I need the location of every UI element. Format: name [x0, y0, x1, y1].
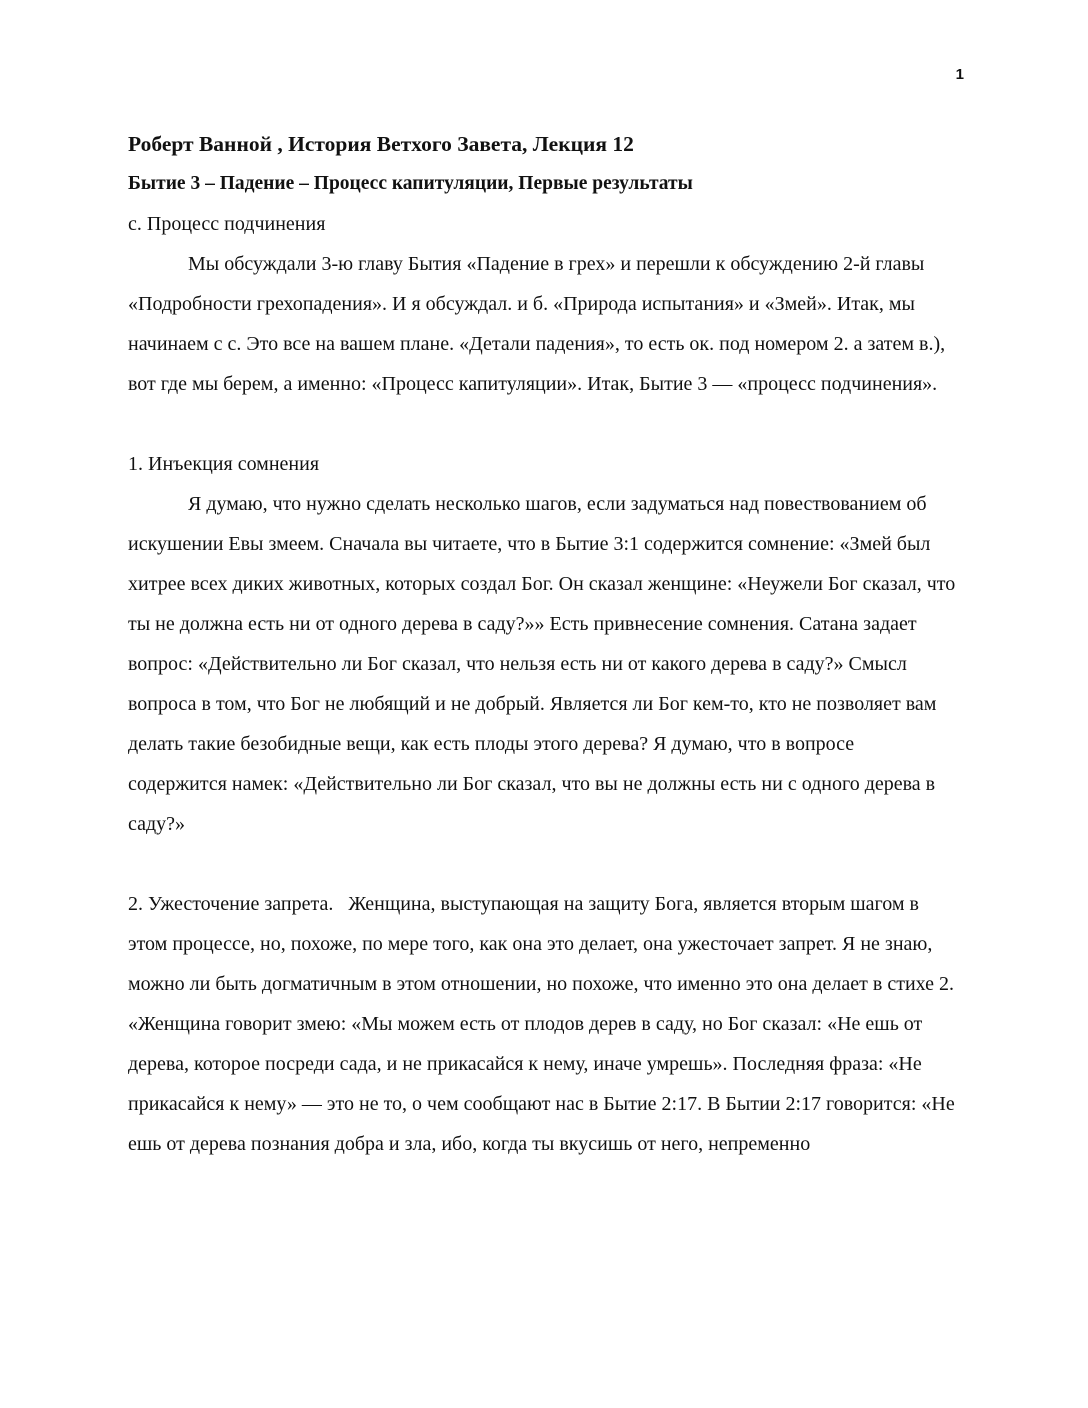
document-title: Роберт Ванной , История Ветхого Завета, Лекция 12 [128, 132, 634, 156]
section-1-paragraph: Я думаю, что нужно сделать несколько шагов, если задуматься над повествованием об искушении Евы змеем. Сначала вы читаете, что в Бытие 3:1 содержится сомнение: «Змей был хитрее всех диких животных, которых создал Бог. Он сказал женщине: «Неужели Бог сказал, что ты не должна есть ни от одного дерева в саду?»» Есть привнесение сомнения. Сатана задает вопрос: «Действительно ли Бог сказал, что нельзя есть ни от какого дерева в саду?» Смысл вопроса в том, что Бог не любящий и не добрый. Является ли Бог кем-то, кто не позволяет вам делать такие безобидные вещи, как есть плоды этого дерева? Я думаю, что в вопросе содержится намек: «Действительно ли Бог сказал, что вы не должны есть ни с одного дерева в саду?» [128, 493, 956, 835]
page-number: 1 [955, 66, 964, 83]
document-subtitle: Бытие 3 – Падение – Процесс капитуляции, Первые результаты [128, 173, 693, 194]
section-c-paragraph: Мы обсуждали 3-ю главу Бытия «Падение в грех» и перешли к обсуждению 2-й главы «Подробности грехопадения». И я обсуждал. и б. «Природа испытания» и «Змей». Итак, мы начинаем с с. Это все на вашем плане. «Детали падения», то есть ок. под номером 2. а затем в.), вот где мы берем, а именно: «Процесс капитуляции». Итак, Бытие 3 — «процесс подчинения». [128, 253, 946, 395]
section-1-heading: 1. Инъекция сомнения [128, 453, 320, 475]
section-2-heading: 2. Ужесточение запрета. [128, 893, 334, 915]
section-2-paragraph [128, 884, 958, 1164]
paragraph-gap [128, 404, 958, 444]
document-body [128, 124, 958, 1164]
paragraph-gap [128, 844, 958, 884]
section-2-text: Женщина, выступающая на защиту Бога, является вторым шагом в этом процессе, но, похоже, по мере того, как она это делает, она ужесточает запрет. Я не знаю, можно ли быть догматичным в этом отношении, но похоже, что именно это она делает в стихе 2. «Женщина говорит змею: «Мы можем есть от плодов дерев в саду, но Бог сказал: «Не ешь от дерева, которое посреди сада, и не прикасайся к нему, иначе умрешь». Последняя фраза: «Не прикасайся к нему» — это не то, о чем сообщают нас в Бытие 2:17. В Бытии 2:17 говорится: «Не ешь от дерева познания добра и зла, ибо, когда ты вкусишь от него, непременно [128, 893, 955, 1155]
section-c-heading: с. Процесс подчинения [128, 213, 326, 235]
